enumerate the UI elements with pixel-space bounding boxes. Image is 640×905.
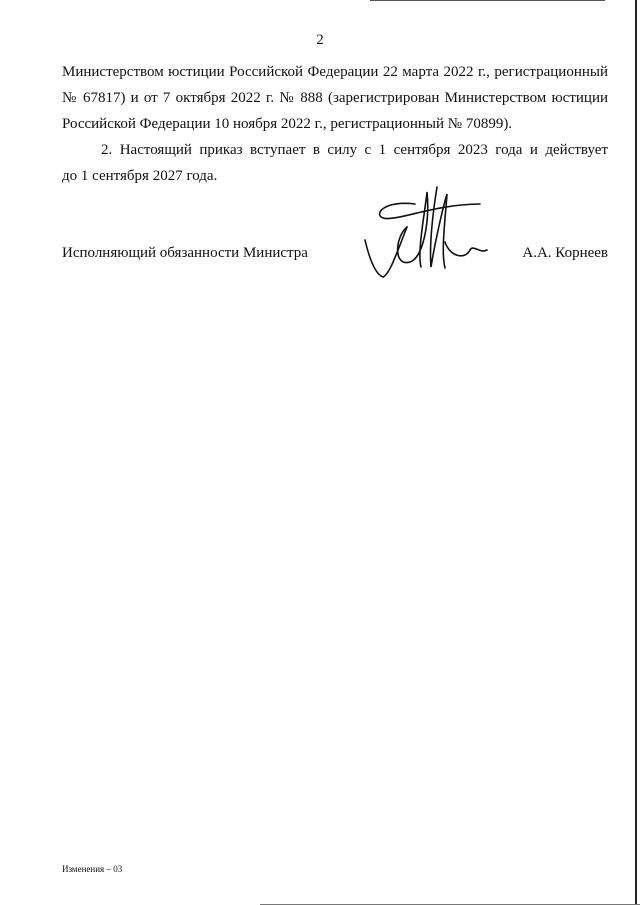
footer-revision: Изменения – 03 — [62, 864, 123, 874]
handwritten-signature — [355, 182, 495, 282]
scan-edge-right — [635, 0, 637, 905]
paragraph-1-line-3: Российской Федерации 10 ноября 2022 г., регистрационный № 70899). — [62, 116, 513, 132]
paragraph-2-line-1: 2. Настоящий приказ вступает в силу с 1 сентября 2023 года и действует — [101, 142, 608, 158]
paragraph-2-line-2: до 1 сентября 2027 года. — [62, 168, 218, 184]
page-number: 2 — [316, 32, 324, 48]
paragraph-1-line-2: № 67817) и от 7 октября 2022 г. № 888 (зарегистрирован Министерством юстиции — [62, 90, 608, 106]
signatory-name: А.А. Корнеев — [522, 245, 608, 261]
signatory-role: Исполняющий обязанности Министра — [62, 245, 308, 261]
scan-edge-top — [370, 0, 605, 1]
paragraph-1-line-1: Министерством юстиции Российской Федерации 22 марта 2022 г., регистрационный — [62, 64, 608, 80]
